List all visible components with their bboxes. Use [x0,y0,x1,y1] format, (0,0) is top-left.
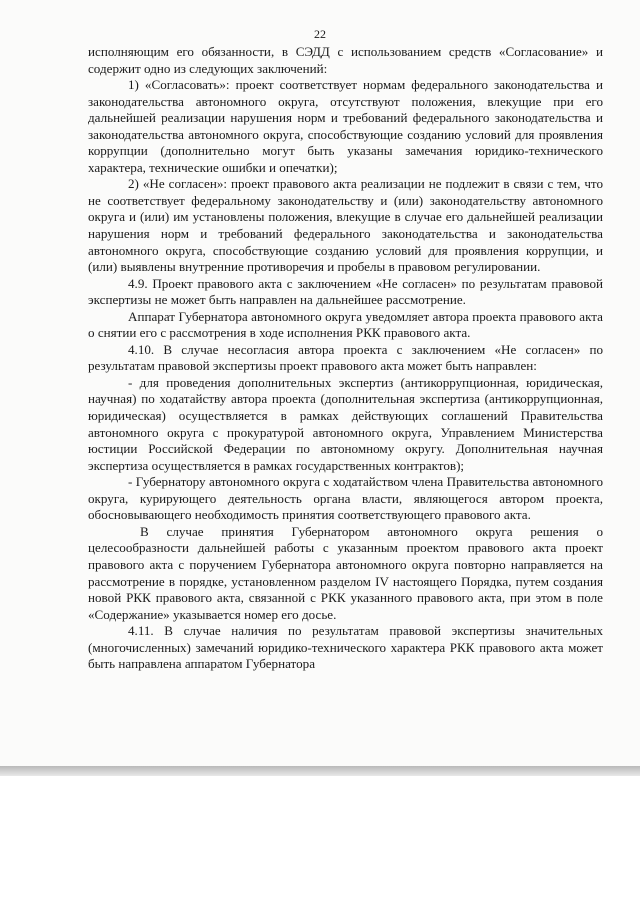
paragraph: 1) «Согласовать»: проект соответствует нормам федерального законодательства и законодательства автономного округа, отсутствуют положения, влекущие при его дальнейшей реализации нарушения норм и требований федерального законодательства и законодательства автономного округа, способствующие созданию условий для проявления коррупции (дополнительно могут быть указаны замечания юридико-технического характера, технические ошибки и опечатки); [88,77,603,175]
document-body [88,44,603,673]
page-number: 22 [314,27,326,41]
paragraph: исполняющим его обязанности, в СЭДД с использованием средств «Согласование» и содержит одно из следующих заключений: [88,44,603,76]
paragraph: 2) «Не согласен»: проект правового акта реализации не подлежит в связи с тем, что не соответствует федеральному законодательству и (или) законодательству автономного округа и (или) им установлены положения, влекущие в случае его дальнейшей реализации нарушения норм и требований федерального законодательства и законодательства автономного округа, способствующие созданию условий для проявления коррупции, и (или) выявлены внутренние противоречия и пробелы в правовом регулировании. [88,176,603,275]
paragraph: - Губернатору автономного округа с ходатайством члена Правительства автономного округа, курирующего деятельность органа власти, являющегося автором проекта, обосновывающего необходимость принятия соответствующего правового акта. [88,474,603,523]
paragraph: 4.11. В случае наличия по результатам правовой экспертизы значительных (многочисленных) замечаний юридико-технического характера РКК правового акта может быть направлена аппаратом Губернатора [88,623,603,672]
paragraph: 4.9. Проект правового акта с заключением «Не согласен» по результатам правовой экспертизы не может быть направлен на дальнейшее рассмотрение. [88,275,603,308]
scan-edge [0,766,640,776]
paragraph: В случае принятия Губернатором автономного округа решения о целесообразности дальнейшей работы с указанным проектом правового акта проект правового акта с поручением Губернатора автономного округа повторно направляется на рассмотрение в порядке, установленном разделом IV настоящего Порядка, путем создания новой РКК правового акта, связанной с РКК указанного правового акта, при этом в поле «Содержание» указывается номер его досье. [88,523,603,622]
paragraph: Аппарат Губернатора автономного округа уведомляет автора проекта правового акта о снятии его с рассмотрения в ходе исполнения РКК правового акта. [88,308,603,341]
paragraph: 4.10. В случае несогласия автора проекта с заключением «Не согласен» по результатам правовой экспертизы проект правового акта может быть направлен: [88,341,603,374]
paragraph: - для проведения дополнительных экспертиз (антикоррупционная, юридическая, научная) по ходатайству автора проекта (дополнительная экспертиза (антикоррупционная, юридическая) осуществляется в рамках действующих соглашений Правительства автономного округа с прокуратурой автономного округа, Управлением Министерства юстиции Российской Федерации по автономному округу. Дополнительная научная экспертиза осуществляется в рамках государственных контрактов); [88,374,603,473]
blank-area [0,776,640,905]
